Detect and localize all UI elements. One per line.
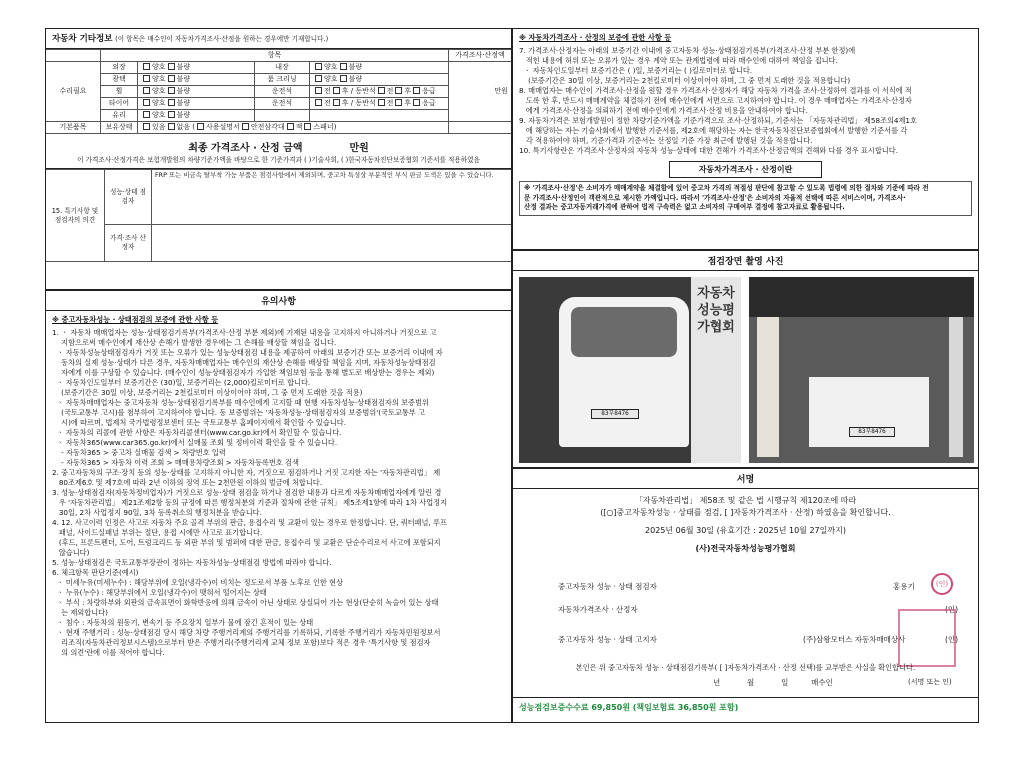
checkbox[interactable] xyxy=(413,99,420,106)
receipt-date xyxy=(713,677,833,688)
section-title-text: 자동차 기타정보 xyxy=(52,34,113,44)
row-label2: 내장 xyxy=(255,61,310,73)
vehicle-other-info-panel xyxy=(45,28,512,290)
price-guarantee-lines xyxy=(519,46,972,156)
section-title xyxy=(46,29,511,49)
option-text: 전 xyxy=(386,98,394,107)
option-text: 불량 xyxy=(348,62,363,71)
checkbox[interactable] xyxy=(168,111,175,118)
option-text: 없음 ( xyxy=(176,122,196,131)
option-text: 있음 xyxy=(152,122,166,131)
option-text: 불량 xyxy=(176,98,191,107)
notice-line: ㆍ 미세누유(미세누수) : 해당부위에 오일(냉각수)이 비치는 정도로서 부품 노후로 인한 현상 xyxy=(52,578,344,587)
checkbox[interactable] xyxy=(143,99,150,106)
option-text: 양호 xyxy=(324,74,338,83)
notice-line: ㆍ 자동차인도일부터 보증기간은 ( )일, 보증거리는 ( )킬로미터로 합니다. xyxy=(519,66,753,75)
appraiser-label: 자동차가격조사 · 산정자 xyxy=(558,605,638,614)
checkbox[interactable] xyxy=(315,99,322,106)
option-text: 불량 xyxy=(176,74,191,83)
final-price-label: 최종 가격조사 · 산정 금액 xyxy=(188,142,303,154)
notice-line: 패널, 사이드실패널 부위는 절단, 용접 시에만 사고로 표기합니다. xyxy=(52,528,263,537)
checkbox[interactable] xyxy=(378,87,385,94)
inspector-label: 중고자동차 성능 · 상태 점검자 xyxy=(558,582,657,591)
notice-line: ㆍ 자동차365(www.car365.go.kr)에서 실매물 조회 및 정비이력 확인을 할 수 있습니다. xyxy=(52,438,338,447)
option-text: 양호 xyxy=(152,86,166,95)
notice-line: 에 해당하는 자는 기술사회에서 발행한 기준서를, 제2호에 해당하는 자는 한국자동차진단보증협회에서 발행한 기준서를 각 xyxy=(519,126,908,135)
notice-line: 도록 한 후, 반드시 매매계약을 체결하기 전에 매수인에게 서면으로 고지하여야 합니다. 이 경우 매매업자는 가격조사·산정자 xyxy=(519,96,912,105)
notice-line: (보증기간은 30일 이상, 보증거리는 2천킬로미터 이상이어야 하며, 그 중 먼저 도래한 것을 적용) xyxy=(52,388,363,397)
option-text: 불량 xyxy=(348,74,363,83)
notice-line: 않습니다) xyxy=(52,548,90,557)
notice-line: (국토교통부 고시)를 첨부하여 고지하여야 합니다. 동 보증범위는 '자동차성능·상태점검자의 보증범위'(국토교통부 고 xyxy=(52,408,425,417)
option-text: 응급 xyxy=(422,86,436,95)
appraiser-label: 가격·조사 산정자 xyxy=(105,225,152,262)
signature-statement xyxy=(513,495,978,555)
checkbox[interactable] xyxy=(340,63,347,70)
option-text: 전 xyxy=(324,98,331,107)
org-name: (사)전국자동차성능평가협회 xyxy=(695,544,796,553)
checkbox[interactable] xyxy=(287,123,294,130)
option-text: 양호 xyxy=(152,98,166,107)
checkbox[interactable] xyxy=(168,87,175,94)
checkbox[interactable] xyxy=(197,123,204,130)
notice-line: 6. 체크항목 판단기준(예시) xyxy=(52,568,139,577)
notice-line: 7. 가격조사·산정자는 아래의 보증기간 이내에 중고자동차 성능·상태점검기록부(가격조사·산정 부분 한정)에 xyxy=(519,46,856,55)
notice-line: - 자동차365 > 자동차 이력 조회 > 매매용차량조회 > 자동차등록번호 검색 xyxy=(52,458,299,467)
year-label: 년 xyxy=(713,678,721,687)
association-banner: 자동차성능평가협회 xyxy=(697,286,735,335)
checkbox[interactable] xyxy=(378,99,385,106)
definition-text: 산정 결과는 중고자동거래가격에 관하여 법적 구속력은 없고 소비자의 구매여부 결정에 참고자료로 활용됩니다. xyxy=(524,203,845,211)
row-label2: 운전석 xyxy=(255,85,310,97)
checkbox[interactable] xyxy=(413,87,420,94)
opinion-table xyxy=(46,169,511,262)
notice-line: ㆍ 부식 : 차량하부와 외판의 금속표면이 화학반응에 의해 금속이 아닌 상태로 상실되어 가는 현상(단순히 녹슬어 있는 상태 xyxy=(52,598,439,607)
checkbox[interactable] xyxy=(168,75,175,82)
ceiling-shape xyxy=(749,277,974,317)
notice-line: (후드, 프론트펜더, 도어, 트렁크리드 등 외판 부위 및 범퍼에 대한 판금, 용접수리 및 교환은 단순수리로서 사고에 포함되지 xyxy=(52,538,441,547)
option-text: 후 xyxy=(404,86,412,95)
checkbox[interactable] xyxy=(168,63,175,70)
checkbox[interactable] xyxy=(168,99,175,106)
definition-text: 문 가격조사·산정인이 객관적으로 제시한 가액입니다. 따라서 '가격조사·산정'은 소비자의 자율적 선택에 따른 서비스이며, 가격조사· xyxy=(524,193,906,202)
checkbox[interactable] xyxy=(242,123,249,130)
windshield-shape xyxy=(571,307,677,357)
price-unit: 만원 xyxy=(449,61,512,121)
buyer-sign[interactable]: (서명 또는 인) xyxy=(908,678,952,686)
price-note: 이 가격조사·산정가격은 보험개발원의 차량기준가액을 바탕으로 한 기준가격과 ( )기술사회, ( )한국자동차진단보증협회 기준서를 적용하였음 xyxy=(46,156,511,170)
notice-line: 9. 자동차가격은 보험개발원이 정한 차량기준가액을 기준가격으로 조사·산정하되, 기준서는 「자동차관리법」 제58조의4제1호 xyxy=(519,116,917,125)
group-basic-label: 기본품목 xyxy=(46,121,101,133)
notice-line: 80조제6호 및 제7호에 따라 2년 이하의 징역 또는 2천만원 이하의 벌금에 처합니다. xyxy=(52,478,323,487)
option-text: 사용설명서 xyxy=(206,122,240,131)
inspector-stamp: (인) xyxy=(931,573,953,595)
row-label: 광택 xyxy=(101,73,138,85)
buyer-label: 매수인 xyxy=(811,678,833,687)
notice-line: 4. 12. 사고이력 인정은 사고로 자동차 주요 골격 부위의 판금, 용접수리 및 교환이 있는 경우로 한정합니다. 단, 쿼터패널, 루프 xyxy=(52,518,447,527)
notice-line: ㆍ 자동차의 리콜에 관한 사항은 자동차리콜센터(www.car.go.kr)에서 확인할 수 있습니다. xyxy=(52,428,342,437)
notice-header: 유의사항 xyxy=(46,291,511,311)
checkbox[interactable] xyxy=(395,99,402,106)
checkbox[interactable] xyxy=(315,87,322,94)
option-text: 불량 xyxy=(176,86,191,95)
option-text: 양호 xyxy=(152,110,166,119)
notice-line: ㆍ 자동차성능상태점검자가 거짓 또는 오류가 있는 성능상태점검 내용을 제공하여 아래의 보증기간 또는 보증거리 이내에 자 xyxy=(52,348,443,357)
final-price-row xyxy=(46,134,511,156)
notice-line: 30일, 2차 사업정지 90일, 3차 등록취소의 행정처분을 받습니다. xyxy=(52,508,262,517)
col-price-header: 가격조사·산정액 xyxy=(449,49,512,61)
checkbox[interactable] xyxy=(395,87,402,94)
confirm-line: ([○]중고자동차성능 · 상태를 점검, [ ]자동차가격조사 · 산정) 하였음을 확인합니다. xyxy=(600,508,891,517)
notice-line: 우 '자동차관리법」 제21조제2항 등의 규정에 따른 행정처분의 기준과 절차에 관한 규칙」 제5조제1항에 따라 1차 사업정지 xyxy=(52,498,448,507)
notice-line: 동차의 실제 성능·상태가 다른 경우, 자동차매매업자는 매수인의 재산상 손해를 배상할 책임을 지며, 자동차성능상태점검 xyxy=(52,358,436,367)
row-label: 외장 xyxy=(101,61,138,73)
notice-line: 지함으로써 매수인에게 재산상 손해가 발생한 경우에는 그 손해를 배상할 책임을 집니다. xyxy=(52,338,337,347)
notice-line: ㆍ 누유(누수) : 해당부위에서 오일(냉각수)이 맺혀서 떨어지는 상태 xyxy=(52,588,267,597)
pillar-shape xyxy=(757,317,779,457)
option-text: 스패너) xyxy=(313,122,337,131)
price-guarantee-panel xyxy=(512,28,979,250)
option-text: 전 xyxy=(386,86,394,95)
notice-line: ㆍ 자동차인도일부터 보증기간은 (30)일, 보증거리는 (2,000)킬로미터로 합니다. xyxy=(52,378,311,387)
option-text: 후 xyxy=(341,98,349,107)
other-info-table: 항목 가격조사·산정액 수리필요 외장 양호 불량 내장 양호 불량 만원 광택 양호 불량 룸 크리닝 양호 불량 휠 양호 불량 운전석 전 후 / 동반석 전 후 응급 타이어 양호 불량 운전석 전 후 / 동반석 전 후 응급 유리 양호 불량 기본품목 보유상태 있음 없음 ( 사용설명서 안전삼각대 잭 스패너) xyxy=(46,49,511,134)
option-text: 잭 xyxy=(295,122,303,131)
receipt-line: 본인은 위 중고자동차 성능 · 상태점검기록부( [ ]자동차가격조사 · 산정 선택)를 교부받은 사실을 확인합니다. xyxy=(575,663,916,672)
photos-header: 점검장면 촬영 사진 xyxy=(513,251,978,271)
notice-line: (보증기간은 30일 이상, 보증거리는 2천킬로미터 이상이어야 하며, 그 중 먼저 도래한 것을 적용합니다) xyxy=(519,76,851,85)
checkbox[interactable] xyxy=(143,63,150,70)
law-line: 「자동차관리법」 제58조 및 같은 법 시행규칙 제120조에 따라 xyxy=(634,496,857,505)
price-guarantee-body xyxy=(513,29,978,220)
frp-note[interactable]: FRP 또는 비금속 탈부착 가능 부품은 점검사항에서 제외되며, 중고차 특성상 부분적인 부식 판금 도색은 있을 수 있습니다. xyxy=(152,170,512,225)
license-plate-rear: 83부8476 xyxy=(849,427,895,437)
front-photo xyxy=(519,277,741,463)
final-price-unit: 만원 xyxy=(349,142,369,154)
row-label3: 동반석 xyxy=(355,86,376,95)
notice-line: ㆍ 자동차매매업자는 중고자동차 성능·상태점검기록부를 매수인에게 고지할 때 현행 자동차성능·상태점검자의 보증범위 xyxy=(52,398,429,407)
checkbox[interactable] xyxy=(143,123,150,130)
notifier-label: 중고자동차 성능 · 상태 고지자 xyxy=(558,635,657,644)
notice-subheader: ※ 중고자동차성능 · 상태점검의 보증에 관한 사항 등 xyxy=(52,315,219,324)
group-repair-label: 수리필요 xyxy=(46,61,101,121)
notice-line: ㆍ 침수 : 자동차의 원동기, 변속기 등 주요장치 일부가 물에 잠긴 흔적이 있는 상태 xyxy=(52,618,314,627)
checkbox[interactable] xyxy=(315,63,322,70)
license-plate-front: 83부8476 xyxy=(591,409,639,419)
notifier-seal: (인) xyxy=(945,635,959,644)
option-text: 후 xyxy=(341,86,349,95)
notice-line: 적힌 내용에 허위 또는 오류가 있는 경우 계약 또는 관계법령에 따라 매수인에 대하여 책임을 집니다. xyxy=(519,56,838,65)
col-item-header: 항목 xyxy=(101,49,449,61)
row-label2: 룸 크리닝 xyxy=(255,73,310,85)
checkbox[interactable] xyxy=(340,75,347,82)
opinion-label: 15. 특기사항 및 점검자의 의견 xyxy=(46,170,105,262)
notice-line: 8. 매매업자는 매수인이 가격조사·산정을 원할 경우 가격조사·산정자가 해당 자동차 가격을 조사·산정하여 결과를 이 서식에 적 xyxy=(519,86,912,95)
checkbox[interactable] xyxy=(304,123,311,130)
option-text: 양호 xyxy=(152,74,166,83)
definition-text: ※ '가격조사·산정'은 소비자가 매매계약을 체결함에 있어 중고차 가격의 적절성 판단에 참고할 수 있도록 법령에 의한 절차와 기준에 따라 전 xyxy=(524,184,929,192)
notice-line: 3. 성능·상태점검자(자동차정비업자)가 거짓으로 성능·상태 점검을 하거나 점검한 내용과 다르게 자동차매매업자에게 알린 경 xyxy=(52,488,442,497)
inspection-photos-panel xyxy=(512,250,979,468)
inspector-name: 홍용기 xyxy=(893,582,915,591)
notice-line: 10. 특기사항란은 가격조사·산정자의 자동차 성능·상태에 대한 견해가 가격조사·산정금액의 견해와 다를 경우 표시합니다. xyxy=(519,146,898,155)
notice-line: ㆍ 현재 주행거리 : 성능·상태점검 당시 해당 차량 주행거리계의 주행거리를 기록하되, 기록한 주행거리가 자동차민원정보서 xyxy=(52,628,441,637)
fee-line: 성능점검보증수수료 69,850원 (책임보험료 36,850원 포함) xyxy=(513,697,978,717)
basic-label: 보유상태 xyxy=(101,121,138,133)
option-text: 후 xyxy=(404,98,412,107)
row-label2: 운전석 xyxy=(255,97,310,109)
signature-panel xyxy=(512,468,979,723)
checkbox[interactable] xyxy=(333,99,340,106)
option-text: 불량 xyxy=(176,62,191,71)
notice-line: - 자동차365 > 중고차 실매물 검색 > 차량번호 입력 xyxy=(52,448,226,457)
notice-line: 의 의견'란에 이를 적어야 합니다. xyxy=(52,648,165,657)
option-text: 응급 xyxy=(422,98,436,107)
notice-panel xyxy=(45,290,512,723)
signature-header: 서명 xyxy=(513,469,978,489)
checkbox[interactable] xyxy=(143,87,150,94)
notice-line: 시)에 따르며, 법제처 국가법령정보센터 또는 국토교통부 홈페이지에서 확인할 수 있습니다. xyxy=(52,418,346,427)
notice-line: 각 적용하여야 하며, 기준가격과 기준서는 산정일 기준 가장 최근에 발행된 것을 적용합니다. xyxy=(519,136,813,145)
notice-body xyxy=(46,311,511,662)
company-seal-stamp xyxy=(898,609,959,667)
option-text: 불량 xyxy=(176,110,191,119)
row-label: 타이어 xyxy=(101,97,138,109)
notice-line: 자에게 이를 구상할 수 있습니다. (매수인이 성능상태점검자가 가입한 책임보험 등을 통해 별도로 배상받는 경우는 제외) xyxy=(52,368,435,377)
notice-lines xyxy=(52,328,505,658)
notice-line: 는 제외합니다) xyxy=(52,608,108,617)
row-label: 휠 xyxy=(101,85,138,97)
option-text: 양호 xyxy=(324,62,338,71)
inspector-label: 성능·상태 점검자 xyxy=(105,170,152,225)
notice-line: 2. 중고자동차의 구조·장치 등의 성능·상태를 고지하지 아니한 자, 거짓으로 점검하거나 거짓 고지한 자는 '자동차관리법」 제 xyxy=(52,468,441,477)
month-label: 월 xyxy=(747,678,755,687)
rear-photo xyxy=(749,277,974,463)
appraisal-definition-box xyxy=(519,181,972,216)
checkbox[interactable] xyxy=(143,75,150,82)
appraisal-definition-title: 자동차가격조사 · 산정이란 xyxy=(669,161,822,178)
price-guarantee-subheader: ※ 자동차가격조사 · 산정의 보증에 관한 사항 등 xyxy=(519,33,672,42)
appraiser-seal: (인) xyxy=(945,605,959,614)
option-text: 전 xyxy=(324,86,331,95)
option-text: 양호 xyxy=(152,62,166,71)
notice-line: 5. 성능·상태점검은 국토교통부장관이 정하는 자동차성능·상태점검 방법에 따라야 합니다. xyxy=(52,558,332,567)
row-label3: 동반석 xyxy=(355,98,376,107)
pillar-shape xyxy=(949,317,963,457)
appraiser-opinion[interactable] xyxy=(152,225,512,262)
row-label: 유리 xyxy=(101,109,138,121)
checkbox[interactable] xyxy=(315,75,322,82)
notifier-name: (주)삼왕모터스 자동차매매상사 xyxy=(803,635,906,644)
notice-line: 리조직(자동차관리정보시스템)으로부터 받은 주행거리(주행거리계 교체 정보 포함)보다 적은 경우 '특기사항 및 점검자 xyxy=(52,638,431,647)
notice-line: 1. ㆍ 자동차 매매업자는 성능·상태점검기록부(가격조사·산정 부분 제외)에 기재된 내용을 고지하지 아니하거나 거짓으로 고 xyxy=(52,328,437,337)
day-label: 일 xyxy=(781,678,789,687)
date-line: 2025년 06월 30일 (유효기간 : 2025년 10월 27일까지) xyxy=(645,526,846,535)
notice-line: 에게 가격조사·산정을 의뢰하기 전에 매수인에게 가격조사·산정 비용을 안내하여야 합니다. xyxy=(519,106,808,115)
option-text: 안전삼각대 xyxy=(250,122,285,131)
checkbox[interactable] xyxy=(143,111,150,118)
checkbox[interactable] xyxy=(168,123,175,130)
checkbox[interactable] xyxy=(333,87,340,94)
section-title-note: (이 항목은 매수인이 자동차가격조사·산정을 원하는 경우에만 기재합니다.) xyxy=(115,35,329,43)
